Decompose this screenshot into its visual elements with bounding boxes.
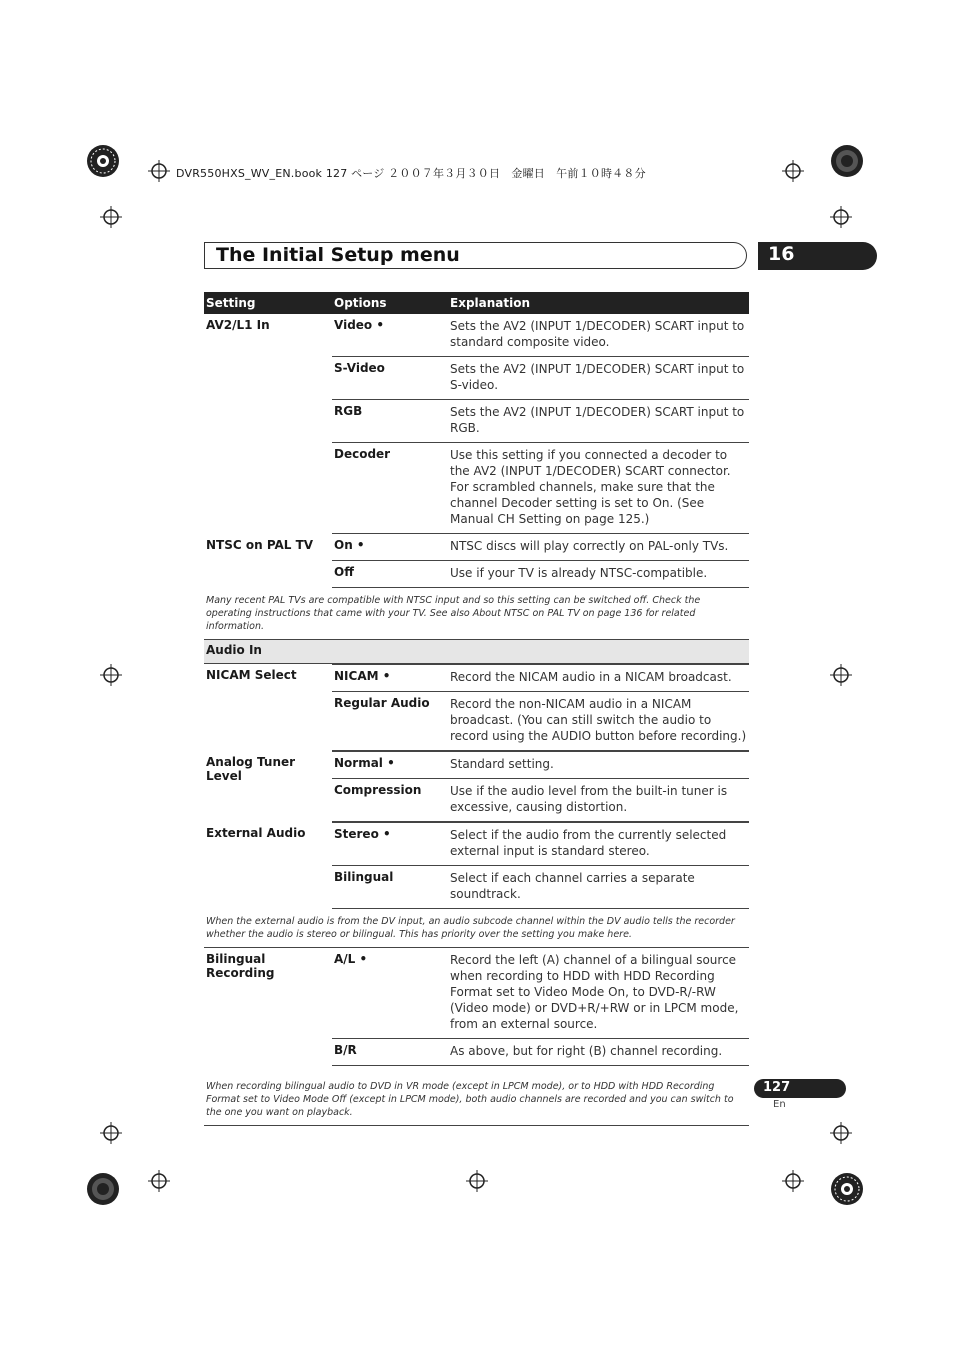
option-name: Video • — [334, 318, 385, 332]
option-name: A/L • — [334, 952, 368, 966]
registration-wheel-icon — [830, 144, 864, 178]
setting-name: NICAM Select — [206, 668, 297, 682]
option-explanation: Record the left (A) channel of a bilingual source when recording to HDD with HDD Recording Format set to Video Mode On, to DVD-R/-RW (Video mode) or DVD+R/+RW or in LPCM mode, from an external source. — [450, 953, 739, 1031]
crosshair-icon — [100, 206, 122, 228]
setting-name: Bilingual Recording — [206, 952, 275, 980]
option-explanation: As above, but for right (B) channel recording. — [450, 1044, 723, 1058]
option-explanation: Sets the AV2 (INPUT 1/DECODER) SCART input to S-video. — [450, 362, 745, 392]
option-explanation: Use this setting if you connected a decoder to the AV2 (INPUT 1/DECODER) SCART connector. For scrambled channels, make sure that the channel Decoder setting is set to On. (See Manual CH Setting on page 125.) — [450, 448, 731, 526]
option-name: Decoder — [334, 447, 391, 461]
option-explanation: Use if the audio level from the built-in tuner is excessive, causing distortion. — [450, 784, 728, 814]
header-explanation: Explanation — [450, 296, 531, 310]
section-header-audio-in: Audio In — [204, 640, 749, 664]
option-explanation: Record the NICAM audio in a NICAM broadcast. — [450, 670, 732, 684]
settings-table — [204, 292, 749, 1126]
option-explanation: Standard setting. — [450, 757, 554, 771]
option-name: RGB — [334, 404, 363, 418]
crosshair-icon — [830, 664, 852, 686]
option-name: Off — [334, 565, 354, 579]
page-number: 127 — [763, 1080, 791, 1095]
crosshair-icon — [830, 1122, 852, 1144]
option-explanation: Use if your TV is already NTSC-compatible. — [450, 566, 708, 580]
table-row — [204, 751, 749, 822]
table-row — [204, 534, 749, 588]
option-name: Bilingual — [334, 870, 394, 884]
option-name: S-Video — [334, 361, 385, 375]
crosshair-icon — [148, 1170, 170, 1192]
crosshair-icon — [148, 160, 170, 182]
option-explanation: Record the non-NICAM audio in a NICAM broadcast. (You can still switch the audio to record using the AUDIO button before recording.) — [450, 697, 747, 743]
option-explanation: NTSC discs will play correctly on PAL-only TVs. — [450, 539, 729, 553]
option-name: B/R — [334, 1043, 357, 1057]
option-name: Normal • — [334, 756, 395, 770]
table-note: Many recent PAL TVs are compatible with NTSC input and so this setting can be switched off. Check the operating instructions that came with your TV. See also About NTSC on PAL TV on page 136 for related information. — [204, 588, 749, 640]
crosshair-icon — [782, 1170, 804, 1192]
table-row — [204, 314, 749, 534]
crosshair-icon — [100, 1122, 122, 1144]
setting-name: External Audio — [206, 826, 306, 840]
registration-wheel-icon — [86, 1172, 120, 1206]
table-row — [204, 664, 749, 751]
option-name: Compression — [334, 783, 422, 797]
crosshair-icon — [830, 206, 852, 228]
crosshair-icon — [100, 664, 122, 686]
crosshair-icon — [466, 1170, 488, 1192]
page-title: The Initial Setup menu — [216, 244, 460, 266]
chapter-tab — [758, 242, 877, 270]
registration-wheel-icon — [86, 144, 120, 178]
option-explanation: Select if each channel carries a separate soundtrack. — [450, 871, 695, 901]
option-explanation: Select if the audio from the currently selected external input is standard stereo. — [450, 828, 727, 858]
table-row — [204, 948, 749, 1066]
chapter-number: 16 — [768, 243, 795, 265]
option-explanation: Sets the AV2 (INPUT 1/DECODER) SCART input to RGB. — [450, 405, 745, 435]
language-code: En — [773, 1099, 786, 1110]
table-note: When the external audio is from the DV input, an audio subcode channel within the DV audio tells the recorder whether the audio is stereo or bilingual. This has priority over the setting you make here. — [204, 909, 749, 948]
setting-name: AV2/L1 In — [206, 318, 270, 332]
book-info-line: DVR550HXS_WV_EN.book 127 ページ ２００７年３月３０日 金曜日 午前１０時４８分 — [176, 167, 646, 180]
table-row — [204, 822, 749, 909]
table-header — [204, 292, 749, 314]
option-name: Stereo • — [334, 827, 391, 841]
table-note: When recording bilingual audio to DVD in VR mode (except in LPCM mode), or to HDD with HDD Recording Format set to Video Mode Off (except in LPCM mode), both audio channels are recorded and you can switch to the one you want on playback. — [204, 1066, 749, 1126]
option-name: Regular Audio — [334, 696, 430, 710]
header-options: Options — [334, 296, 387, 310]
option-name: NICAM • — [334, 669, 391, 683]
option-name: On • — [334, 538, 365, 552]
crosshair-icon — [782, 160, 804, 182]
page-title-box — [204, 242, 747, 269]
page-number-badge — [754, 1079, 846, 1098]
registration-wheel-icon — [830, 1172, 864, 1206]
header-setting: Setting — [206, 296, 256, 310]
setting-name: NTSC on PAL TV — [206, 538, 314, 552]
option-explanation: Sets the AV2 (INPUT 1/DECODER) SCART input to standard composite video. — [450, 319, 745, 349]
setting-name: Analog Tuner Level — [206, 755, 296, 783]
